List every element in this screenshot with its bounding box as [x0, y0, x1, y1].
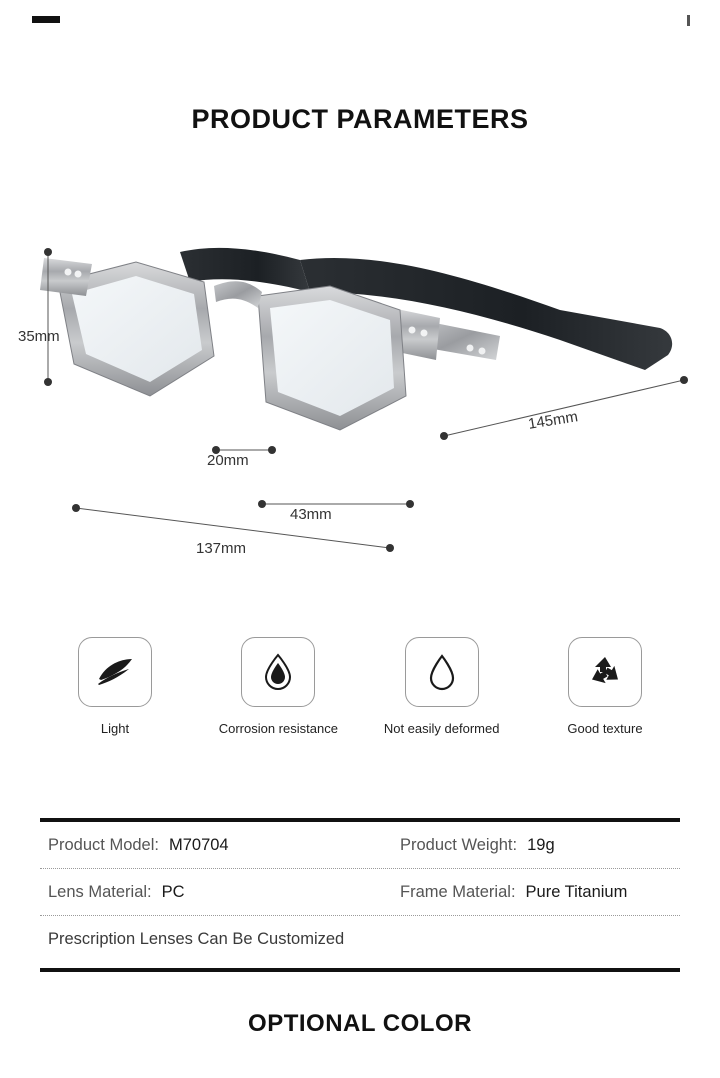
droplet-outline-icon	[426, 652, 458, 692]
spec-note: Prescription Lenses Can Be Customized	[48, 929, 345, 948]
spec-key: Product Weight:	[400, 835, 518, 854]
spec-cell-lens-material	[40, 883, 400, 902]
feature-label: Light	[100, 721, 130, 736]
feature-label: Not easily deformed	[383, 721, 500, 736]
spec-cell-product-weight	[400, 836, 680, 855]
page-title: PRODUCT PARAMETERS	[191, 104, 529, 134]
recycle-icon	[586, 653, 624, 691]
dimension-lens-width: 43mm	[290, 506, 332, 523]
feature-item-not-easily-deformed	[367, 637, 517, 736]
dimension-frame-width: 137mm	[196, 540, 247, 557]
spec-value: Pure Titanium	[525, 882, 628, 901]
spec-key: Frame Material:	[400, 882, 516, 901]
spec-value: M70704	[168, 835, 229, 854]
feather-icon	[95, 655, 135, 689]
spec-key: Product Model:	[48, 835, 159, 854]
dimension-temple-length: 145mm	[526, 408, 580, 433]
droplet-filled-icon	[262, 652, 294, 692]
feature-icon-box	[405, 637, 479, 707]
spec-bottom-rule	[40, 968, 680, 972]
feature-item-light	[40, 637, 190, 736]
feature-icon-box	[568, 637, 642, 707]
spec-row-note	[40, 916, 680, 962]
spec-cell-product-model	[40, 836, 400, 855]
feature-label: Good texture	[567, 721, 643, 736]
spec-row	[40, 869, 680, 916]
feature-label: Corrosion resistance	[218, 721, 338, 736]
top-right-marker	[687, 15, 690, 26]
eyeglasses-illustration	[0, 200, 720, 600]
feature-item-corrosion-resistance	[203, 637, 353, 736]
feature-icon-box	[78, 637, 152, 707]
optional-color-title: OPTIONAL COLOR	[248, 1010, 472, 1037]
feature-list	[40, 637, 680, 736]
spec-value: 19g	[527, 835, 555, 854]
spec-row	[40, 822, 680, 869]
spec-cell-frame-material	[400, 883, 680, 902]
spec-value: PC	[161, 882, 185, 901]
feature-item-good-texture	[530, 637, 680, 736]
spec-key: Lens Material:	[48, 882, 152, 901]
feature-icon-box	[241, 637, 315, 707]
dimension-bridge: 20mm	[207, 452, 249, 469]
dimension-lens-height: 35mm	[18, 328, 60, 345]
product-image-area	[0, 200, 720, 600]
top-left-marker	[32, 16, 60, 23]
specification-table	[40, 818, 680, 972]
